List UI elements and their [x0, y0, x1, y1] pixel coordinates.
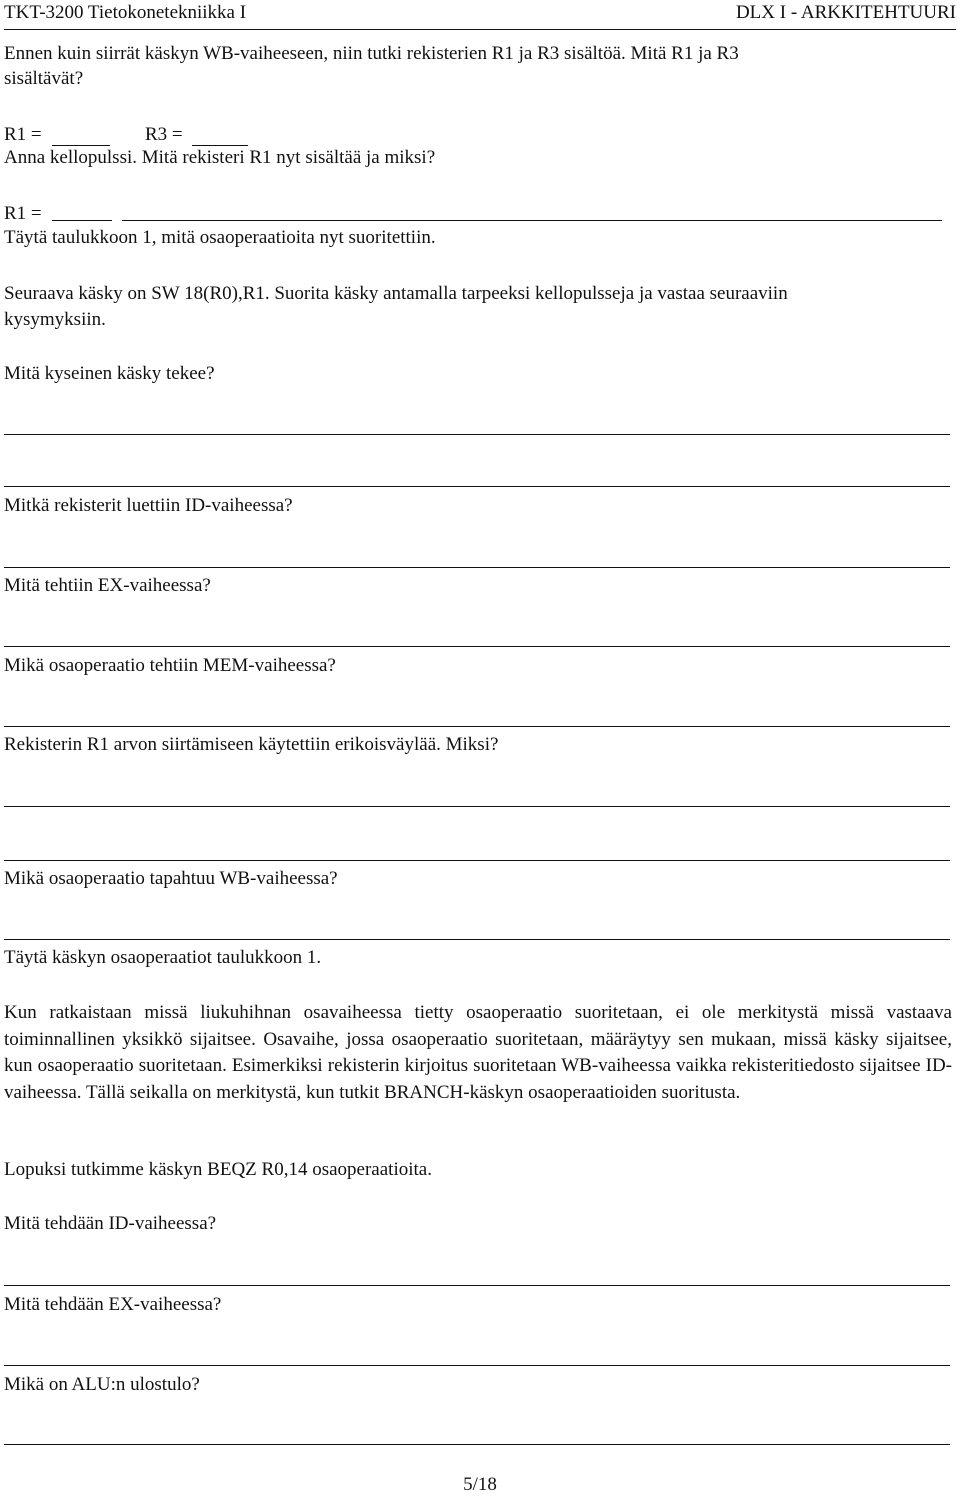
- answer-blank-2[interactable]: [4, 567, 950, 568]
- question-id-stage: Mitkä rekisterit luettiin ID-vaiheessa?: [4, 495, 293, 516]
- answer-blank-1b[interactable]: [4, 486, 950, 487]
- answer-blank-5b[interactable]: [4, 860, 950, 861]
- r1-reason-blank[interactable]: [122, 220, 942, 221]
- question-ex-stage: Mitä tehtiin EX-vaiheessa?: [4, 575, 211, 596]
- r3-label: R3 =: [145, 124, 183, 145]
- question-ex-stage-2: Mitä tehdään EX-vaiheessa?: [4, 1294, 222, 1315]
- answer-blank-7[interactable]: [4, 1285, 950, 1286]
- r1-answer-blank[interactable]: [52, 145, 110, 146]
- explanation-paragraph: Kun ratkaistaan missä liukuhihnan osavaiheessa tietty osaoperaatio suoritetaan, ei ole merkitystä missä vastaava toiminnallinen yksikkö sijaitsee. Osavaihe, jossa osaoperaatio suoritetaan, määräytyy sen mukaan, missä käsky sijaitsee, kun osaoperaatio suoritetaan. Esimerkiksi rekisterin kirjoitus suoritetaan WB-vaiheessa vaikka rekisteritiedosto sijaitsee ID-vaiheessa. Tällä seikalla on merkitystä, kun tutkit BRANCH-käskyn osaoperaatioiden suoritusta.: [4, 1002, 952, 1103]
- fill-table-instruction: Täytä taulukkoon 1, mitä osaoperaatioita nyt suoritettiin.: [4, 227, 436, 248]
- clock-question: Anna kellopulssi. Mitä rekisteri R1 nyt sisältää ja miksi?: [4, 147, 436, 168]
- question-id-stage-2: Mitä tehdään ID-vaiheessa?: [4, 1213, 217, 1234]
- beqz-intro: Lopuksi tutkimme käskyn BEQZ R0,14 osaoperaatioita.: [4, 1159, 432, 1180]
- question-registers-line1: Ennen kuin siirrät käskyn WB-vaiheeseen, niin tutki rekisterien R1 ja R3 sisältöä. Mitä R1 ja R3: [4, 43, 739, 64]
- answer-blank-6[interactable]: [4, 939, 950, 940]
- r1-label-2: R1 =: [4, 203, 42, 224]
- sw-instruction-line2: kysymyksiin.: [4, 309, 106, 330]
- sw-instruction-line1: Seuraava käsky on SW 18(R0),R1. Suorita käsky antamalla tarpeeksi kellopulsseja ja vastaa seuraaviin: [4, 283, 788, 304]
- answer-blank-9[interactable]: [4, 1444, 950, 1445]
- question-registers-line2: sisältävät?: [4, 68, 84, 89]
- question-wb-stage: Mikä osaoperaatio tapahtuu WB-vaiheessa?: [4, 868, 338, 889]
- r1-value-blank[interactable]: [52, 220, 112, 221]
- question-bypass: Rekisterin R1 arvon siirtämiseen käytettiin erikoisväylää. Miksi?: [4, 734, 499, 755]
- page-number: 5/18: [463, 1474, 497, 1495]
- r1-label: R1 =: [4, 124, 42, 145]
- answer-blank-5a[interactable]: [4, 806, 950, 807]
- question-what-does: Mitä kyseinen käsky tekee?: [4, 363, 215, 384]
- header-rule: [4, 29, 956, 30]
- course-title: TKT-3200 Tietokonetekniikka I: [4, 2, 247, 23]
- page-header: [4, 0, 956, 30]
- answer-blank-8[interactable]: [4, 1365, 950, 1366]
- section-title: DLX I - ARKKITEHTUURI: [735, 2, 956, 23]
- question-alu-output: Mikä on ALU:n ulostulo?: [4, 1374, 200, 1395]
- answer-blank-3[interactable]: [4, 646, 950, 647]
- answer-blank-1a[interactable]: [4, 434, 950, 435]
- question-mem-stage: Mikä osaoperaatio tehtiin MEM-vaiheessa?: [4, 655, 336, 676]
- answer-blank-4[interactable]: [4, 726, 950, 727]
- r3-answer-blank[interactable]: [192, 145, 248, 146]
- fill-table-instruction-2: Täytä käskyn osaoperaatiot taulukkoon 1.: [4, 947, 322, 968]
